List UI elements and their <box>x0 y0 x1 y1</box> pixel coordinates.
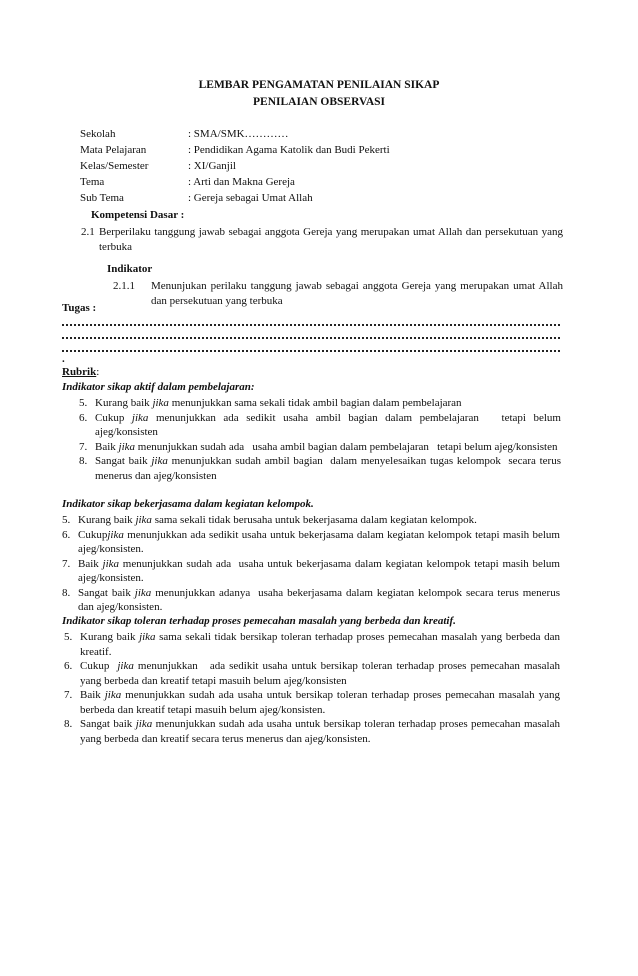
identity-row <box>80 174 390 190</box>
identity-key: Sub Tema <box>80 192 124 204</box>
list-bekerjasama <box>62 513 563 615</box>
text-run: Kurang baik <box>80 631 140 643</box>
section-heading-toleran: Indikator sikap toleran terhadap proses pemecahan masalah yang berbeda dan kreatif. <box>62 615 456 627</box>
list-item-number: 6. <box>79 411 88 424</box>
emphasis-word: jika <box>102 557 120 570</box>
text-run: Baik <box>80 689 105 701</box>
identity-value: : XI/Ganjil <box>188 160 236 172</box>
text-run: menunjukkan sudah ambil bagian dalam menyelesaikan tugas kelompok secara terus menerus dan ajeg/konsisten <box>95 455 564 482</box>
kd-number: 2.1 <box>81 226 95 238</box>
indikator-number: 2.1.1 <box>113 280 135 292</box>
list-item-number: 8. <box>62 586 71 599</box>
text-run: menunjukkan sudah ada usaha untuk bekerjasama dalam kegiatan kelompok tetapi masih belum ajeg/konsisten. <box>78 557 563 584</box>
list-item <box>79 396 561 411</box>
text-run: menunjukkan ada sedikit usaha ambil bagian dalam pembelajaran tetapi belum ajeg/konsisten <box>95 411 564 438</box>
list-item <box>62 557 563 586</box>
text-run: Baik <box>95 440 119 453</box>
text-run: Sangat baik <box>95 455 152 467</box>
text-run: Cukup <box>95 411 132 424</box>
list-toleran <box>64 630 563 746</box>
identity-row <box>80 142 390 158</box>
identity-row <box>80 126 390 142</box>
emphasis-word: jika <box>104 689 122 701</box>
emphasis-word: jika <box>118 440 136 453</box>
text-run: Cukup <box>78 528 108 541</box>
list-item-number: 7. <box>79 440 88 453</box>
answer-line <box>62 350 560 352</box>
identity-value: : Pendidikan Agama Katolik dan Budi Pekerti <box>188 144 390 156</box>
text-run: Kurang baik <box>78 514 136 526</box>
list-item <box>62 528 563 557</box>
identity-row <box>80 158 390 174</box>
text-run: Baik <box>78 557 103 570</box>
text-run: Cukup <box>80 660 118 672</box>
emphasis-word: jika <box>135 514 152 526</box>
section-heading-aktif: Indikator sikap aktif dalam pembelajaran: <box>62 381 255 393</box>
identity-value: : Arti dan Makna Gereja <box>188 176 295 188</box>
text-run: menunjukkan sudah ada usaha untuk bersikap toleran terhadap proses pemecahan masalah yang berbeda dan kreatif tetapi masuih belum ajeg/konsisten. <box>80 689 563 716</box>
text-run: menunjukkan sudah ada usaha untuk bersikap toleran terhadap proses pemecahan masalah yang berbeda dan kreatif secara terus menerus dan ajeg/konsisten. <box>80 718 563 745</box>
list-item <box>64 659 563 688</box>
list-item-text <box>95 440 561 455</box>
document-subtitle: PENILAIAN OBSERVASI <box>253 96 385 108</box>
list-item-number: 8. <box>64 718 73 730</box>
list-item <box>79 411 564 440</box>
list-item-text <box>80 659 563 688</box>
list-item-number: 5. <box>62 514 71 526</box>
list-item-number: 5. <box>64 631 73 643</box>
rubrik-colon: : <box>96 366 100 378</box>
indikator-item <box>113 279 563 309</box>
answer-end-dot: . <box>62 353 65 365</box>
list-item-text <box>78 513 560 528</box>
list-item <box>79 454 564 483</box>
list-item <box>64 630 563 659</box>
text-run: Sangat baik <box>80 718 136 730</box>
text-run: menunjukkan sudah ada usaha ambil bagian dalam pembelajaran tetapi belum ajeg/konsisten <box>135 440 558 453</box>
answer-line <box>62 337 560 339</box>
identity-key: Tema <box>80 176 105 188</box>
list-item-text <box>78 528 563 557</box>
list-item <box>64 717 563 746</box>
identity-key: Sekolah <box>80 128 116 140</box>
list-item-text <box>80 717 563 746</box>
text-run: sama sekali tidak bersikap toleran terhadap proses pemecahan masalah yang berbeda dan kreatif. <box>80 631 563 658</box>
identity-table <box>80 126 390 206</box>
identity-key: Mata Pelajaran <box>80 144 147 156</box>
list-item-text <box>95 411 564 440</box>
emphasis-word: jika <box>151 455 168 467</box>
list-item-number: 6. <box>62 528 71 541</box>
kompetensi-dasar-item <box>81 225 563 255</box>
list-item-text <box>80 688 563 717</box>
rubrik-title: Rubrik <box>62 366 97 378</box>
text-run: menunjukkan sama sekali tidak ambil bagian dalam pembelajaran <box>168 397 462 409</box>
list-item-text <box>95 396 561 411</box>
list-aktif <box>79 396 564 483</box>
identity-row <box>80 190 390 206</box>
text-run: Kurang baik <box>95 397 153 409</box>
text-run: menunjukkan adanya usaha bekerjasama dalam kegiatan kelompok secara terus menerus dan ajeg/konsisten. <box>78 586 563 613</box>
list-item-number: 7. <box>64 689 73 701</box>
list-item-text <box>95 454 564 483</box>
text-run: sama sekali tidak berusaha untuk bekerjasama dalam kegiatan kelompok. <box>151 514 477 526</box>
emphasis-word: jika <box>139 631 156 643</box>
list-item-text <box>78 586 563 615</box>
list-item <box>62 513 560 528</box>
list-item-text <box>80 630 563 659</box>
text-run: menunjukkan ada sedikit usaha untuk bekerjasama dalam kegiatan kelompok tetapi masih belum ajeg/konsisten. <box>78 528 563 555</box>
indikator-heading: Indikator <box>107 263 153 275</box>
emphasis-word: jika <box>131 411 149 424</box>
list-item-number: 7. <box>62 557 71 570</box>
indikator-text: Menunjukan perilaku tanggung jawab sebagai anggota Gereja yang merupakan umat Allah dan persekutuan yang terbuka <box>151 280 563 307</box>
emphasis-word: jika <box>117 660 134 672</box>
list-item-number: 5. <box>79 397 88 409</box>
emphasis-word: jika <box>152 397 169 409</box>
answer-line <box>62 324 560 326</box>
identity-value: : SMA/SMK………… <box>188 128 289 140</box>
text-run: Sangat baik <box>78 586 135 599</box>
section-heading-bekerjasama: Indikator sikap bekerjasama dalam kegiatan kelompok. <box>62 498 314 510</box>
identity-key: Kelas/Semester <box>80 160 149 172</box>
list-item-number: 8. <box>79 455 88 467</box>
list-item <box>79 440 561 455</box>
emphasis-word: jika <box>135 718 153 730</box>
document-title: LEMBAR PENGAMATAN PENILAIAN SIKAP <box>198 79 440 91</box>
list-item <box>62 586 563 615</box>
list-item-text <box>78 557 563 586</box>
emphasis-word: jika <box>107 528 124 541</box>
kd-text: Berperilaku tanggung jawab sebagai anggota Gereja yang merupakan umat Allah dan persekutuan yang terbuka <box>99 226 563 253</box>
kompetensi-dasar-heading: Kompetensi Dasar : <box>91 209 185 221</box>
rubrik-label <box>62 366 99 378</box>
text-run: menunjukkan ada sedikit usaha untuk bersikap toleran terhadap proses pemecahan masalah yang berbeda dan kreatif tetapi masuih belum ajeg/konsisten <box>80 660 563 687</box>
list-item <box>64 688 563 717</box>
emphasis-word: jika <box>134 586 152 599</box>
tugas-label: Tugas : <box>62 302 97 314</box>
list-item-number: 6. <box>64 660 73 672</box>
identity-value: : Gereja sebagai Umat Allah <box>188 192 313 204</box>
